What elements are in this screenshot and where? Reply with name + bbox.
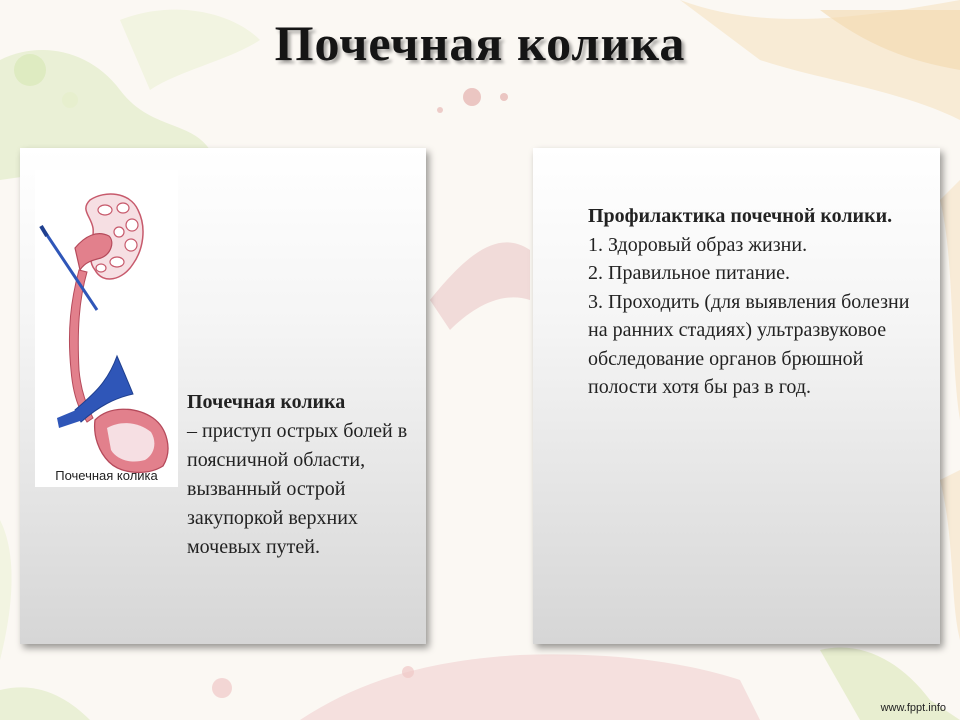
- kidney-ureter-drawing: [35, 170, 178, 487]
- right-panel: [533, 148, 940, 644]
- figure-caption: Почечная колика: [55, 468, 158, 483]
- footer-url: www.fppt.info: [880, 702, 946, 714]
- definition-body: – приступ острых болей в поясничной области, вызванный острой закупоркой верхних мочевых путей.: [187, 420, 408, 558]
- slide-title: Почечная колика: [274, 15, 686, 71]
- prevention-text-block: [588, 202, 918, 402]
- left-panel: [20, 148, 426, 644]
- definition-term: Почечная колика: [187, 391, 346, 413]
- prevention-item-1: 1. Здоровый образ жизни.: [588, 233, 808, 256]
- prevention-item-3: 3. Проходить (для выявления болезни на ранних стадиях) ультразвуковое обследование органов брюшной полости хотя бы раз в год.: [588, 290, 910, 398]
- kidney-illustration: [35, 170, 178, 487]
- prevention-item-2: 2. Правильное питание.: [588, 262, 790, 284]
- prevention-heading: Профилактика почечной колики.: [588, 205, 893, 227]
- definition-text-block: [187, 388, 417, 562]
